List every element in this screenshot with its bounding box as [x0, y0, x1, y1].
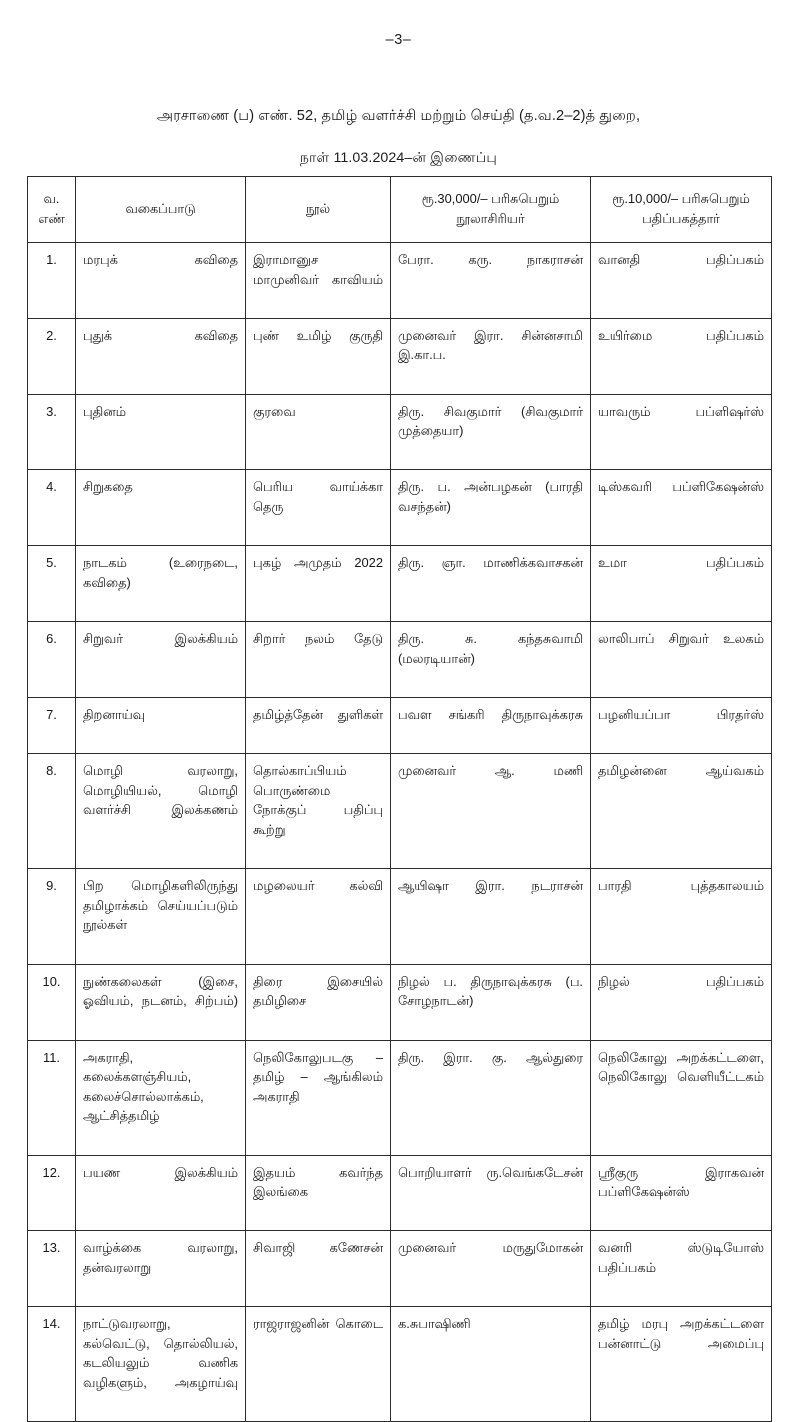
annexure-table-wrapper — [27, 176, 771, 1422]
cell-category — [76, 1155, 246, 1231]
cell-publisher — [591, 1307, 772, 1422]
cell-book — [246, 243, 391, 319]
cell-book-text: பெரிய வாய்க்கா தெரு — [253, 479, 383, 515]
cell-publisher — [591, 394, 772, 470]
table-header-row — [28, 177, 772, 243]
cell-category-text: திறனாய்வு — [83, 706, 145, 722]
cell-book — [246, 964, 391, 1040]
annexure-table-body — [28, 243, 772, 1422]
cell-author — [391, 546, 591, 622]
cell-author-text: க.சுபாஷிணி — [398, 1316, 471, 1332]
table-row — [28, 243, 772, 319]
cell-book — [246, 697, 391, 753]
header-category: வகைப்பாடு — [76, 177, 246, 243]
cell-author — [391, 1155, 591, 1231]
cell-book-text: சிறார் நலம் தேடு — [253, 631, 383, 647]
cell-author-text: முனைவர் இரா. சின்னசாமி இ.கா.ப. — [398, 327, 583, 363]
page-number: –3– — [385, 32, 412, 48]
cell-publisher — [591, 546, 772, 622]
table-row — [28, 964, 772, 1040]
cell-author-text: ஆயிஷா இரா. நடராசன் — [398, 878, 583, 894]
cell-category — [76, 243, 246, 319]
table-row — [28, 470, 772, 546]
cell-book-text: தமிழ்த்தேன் துளிகள் — [253, 706, 383, 722]
header-serial-number — [28, 177, 76, 243]
cell-publisher-text: வனரி ஸ்டுடியோஸ் பதிப்பகம் — [598, 1240, 764, 1275]
order-date-line: நாள் 11.03.2024–ன் இணைப்பு — [299, 150, 498, 167]
cell-publisher — [591, 869, 772, 964]
cell-author-text: திரு. ப. அன்பழகன் (பாரதி வசந்தன்) — [398, 479, 583, 515]
cell-publisher-text: லாலிபாப் சிறுவர் உலகம் — [598, 631, 764, 647]
cell-serial-number: 5. — [28, 546, 76, 622]
header-publisher-prize — [591, 177, 772, 243]
cell-author-text: திரு. சு. கந்தசுவாமி (மலரடியான்) — [398, 631, 583, 666]
cell-book — [246, 869, 391, 964]
cell-book — [246, 546, 391, 622]
table-row — [28, 622, 772, 698]
table-row — [28, 869, 772, 964]
cell-category — [76, 622, 246, 698]
cell-author — [391, 1040, 591, 1155]
cell-author-text: பேரா. கரு. நாகராசன் — [398, 252, 583, 267]
cell-publisher-text: ஸ்ரீகுரு இராகவன் பப்ளிகேஷன்ஸ் — [598, 1164, 764, 1200]
header-book: நூல் — [246, 177, 391, 243]
cell-book — [246, 1155, 391, 1231]
table-row — [28, 1040, 772, 1155]
cell-category-text: பயண இலக்கியம் — [83, 1164, 238, 1180]
cell-book — [246, 394, 391, 470]
cell-book — [246, 1231, 391, 1307]
cell-book-text: புண் உமிழ் குருதி — [253, 327, 383, 343]
cell-serial-number: 1. — [28, 243, 76, 319]
cell-publisher-text: யாவரும் பப்ளிஷர்ஸ் — [598, 403, 764, 419]
cell-publisher-text: பழனியப்பா பிரதர்ஸ் — [598, 706, 764, 722]
cell-publisher — [591, 697, 772, 753]
cell-book — [246, 1307, 391, 1422]
cell-serial-number: 3. — [28, 394, 76, 470]
cell-category-text: புதுக் கவிதை — [83, 327, 238, 343]
cell-category-text: நாட்டுவரலாறு, கல்வெட்டு, தொல்லியல், கடலியலும் வணிக வழிகளும், அகழாய்வு — [83, 1316, 238, 1391]
cell-book-text: சிவாஜி கணேசன் — [253, 1240, 383, 1256]
cell-publisher-text: தமிழன்னை ஆய்வகம் — [598, 763, 764, 779]
cell-publisher — [591, 243, 772, 319]
cell-book-text: திரை இசையில் தமிழிசை — [253, 973, 383, 1009]
cell-category — [76, 869, 246, 964]
cell-serial-number: 14. — [28, 1307, 76, 1422]
cell-serial-number: 10. — [28, 964, 76, 1040]
cell-category-text: வாழ்க்கை வரலாறு, தன்வரலாறு — [83, 1240, 238, 1275]
cell-serial-number: 12. — [28, 1155, 76, 1231]
cell-serial-number: 11. — [28, 1040, 76, 1155]
cell-publisher-text: நெலிகோலு அறக்கட்டளை, நெலிகோலு வெளியீட்டகம் — [598, 1049, 764, 1085]
cell-book-text: இராமானுச மாமுனிவர் காவியம் — [253, 252, 383, 287]
cell-publisher — [591, 622, 772, 698]
cell-category — [76, 1040, 246, 1155]
cell-category-text: அகராதி, கலைக்களஞ்சியம், கலைச்சொல்லாக்கம், ஆட்சித்தமிழ் — [83, 1049, 204, 1124]
cell-author — [391, 1307, 591, 1422]
cell-publisher-text: உமா பதிப்பகம் — [598, 555, 764, 571]
cell-book — [246, 754, 391, 869]
cell-book-text: புகழ் அமுதம் 2022 — [253, 555, 383, 571]
cell-publisher — [591, 754, 772, 869]
cell-author — [391, 394, 591, 470]
cell-author — [391, 243, 591, 319]
cell-category-text: மரபுக் கவிதை — [83, 252, 238, 267]
cell-book — [246, 470, 391, 546]
cell-serial-number: 13. — [28, 1231, 76, 1307]
cell-publisher — [591, 1155, 772, 1231]
cell-book — [246, 1040, 391, 1155]
cell-author-text: முனைவர் மருதுமோகன் — [398, 1240, 583, 1256]
cell-publisher — [591, 318, 772, 394]
cell-author-text: திரு. இரா. கு. ஆல்துரை — [398, 1049, 583, 1065]
cell-category-text: நாடகம் (உரைநடை, கவிதை) — [83, 555, 238, 590]
cell-category-text: புதினம் — [83, 403, 127, 419]
cell-book-text: நெலிகோலுபடகு – தமிழ் – ஆங்கிலம் அகராதி — [253, 1049, 383, 1104]
cell-author-text: திரு. ஞா. மாணிக்கவாசகன் — [398, 555, 583, 571]
cell-category — [76, 470, 246, 546]
cell-serial-number: 9. — [28, 869, 76, 964]
government-order-line: அரசாணை (ப) எண். 52, தமிழ் வளர்ச்சி மற்றும் செய்தி (த.வ.2–2)த் துறை, — [156, 108, 641, 124]
table-row — [28, 1307, 772, 1422]
cell-book-text: குரவை — [253, 403, 296, 419]
cell-author — [391, 964, 591, 1040]
header-author-line2: நூலாசிரியர் — [456, 211, 525, 226]
cell-author — [391, 869, 591, 964]
cell-serial-number: 7. — [28, 697, 76, 753]
table-row — [28, 754, 772, 869]
cell-publisher — [591, 1231, 772, 1307]
cell-book-text: மழலையர் கல்வி — [253, 878, 383, 894]
cell-book-text: ராஜராஜனின் கொடை — [253, 1316, 383, 1332]
cell-publisher — [591, 470, 772, 546]
cell-publisher-text: நிழல் பதிப்பகம் — [598, 973, 764, 989]
cell-category — [76, 1231, 246, 1307]
cell-publisher — [591, 1040, 772, 1155]
cell-category-text: மொழி வரலாறு, மொழியியல், மொழி வளர்ச்சி இலக்கணம் — [83, 763, 238, 818]
header-publisher-line1: ரூ.10,000/– பரிசுபெறும் — [612, 191, 750, 207]
cell-category — [76, 1307, 246, 1422]
cell-category-text: சிறுகதை — [83, 479, 133, 495]
cell-serial-number: 2. — [28, 318, 76, 394]
cell-publisher-text: உயிர்மை பதிப்பகம் — [598, 327, 764, 343]
cell-publisher-text: டிஸ்கவரி பப்ளிகேஷன்ஸ் — [598, 479, 764, 495]
cell-author — [391, 318, 591, 394]
cell-serial-number: 4. — [28, 470, 76, 546]
header-author-line1: ரூ.30,000/– பரிசுபெறும் — [421, 191, 560, 207]
cell-book-text: தொல்காப்பியம் பொருண்மை நோக்குப் பதிப்பு கூற்று — [253, 763, 383, 838]
cell-author-text: பவள சங்கரி திருநாவுக்கரசு — [398, 706, 583, 722]
cell-publisher-text: வானதி பதிப்பகம் — [598, 252, 764, 267]
cell-author-text: பொறியாளர் ரு.வெங்கடேசன் — [398, 1164, 583, 1180]
header-serial-line1: வ. — [43, 191, 60, 207]
cell-category — [76, 546, 246, 622]
cell-book — [246, 622, 391, 698]
cell-category-text: பிற மொழிகளிலிருந்து தமிழாக்கம் செய்யப்படும் நூல்கள் — [83, 878, 238, 933]
header-author-prize — [391, 177, 591, 243]
header-serial-line2: எண் — [38, 211, 65, 226]
annexure-table — [27, 176, 772, 1422]
cell-serial-number: 6. — [28, 622, 76, 698]
cell-author — [391, 697, 591, 753]
cell-author-text: முனைவர் ஆ. மணி — [398, 763, 583, 779]
cell-category-text: சிறுவர் இலக்கியம் — [83, 631, 238, 647]
header-publisher-line2: பதிப்பகத்தார் — [642, 211, 720, 226]
cell-category — [76, 754, 246, 869]
table-row — [28, 546, 772, 622]
cell-book-text: இதயம் கவர்ந்த இலங்கை — [253, 1164, 383, 1200]
cell-author-text: திரு. சிவகுமார் (சிவகுமார் முத்தையா) — [398, 403, 583, 439]
cell-book — [246, 318, 391, 394]
document-heading — [0, 106, 797, 168]
table-row — [28, 318, 772, 394]
table-row — [28, 394, 772, 470]
cell-publisher — [591, 964, 772, 1040]
cell-category-text: நுண்கலைகள் (இசை, ஓவியம், நடனம், சிற்பம்) — [83, 973, 238, 1009]
cell-author — [391, 1231, 591, 1307]
table-row — [28, 697, 772, 753]
cell-author — [391, 754, 591, 869]
cell-publisher-text: தமிழ் மரபு அறக்கட்டளை பன்னாட்டு அமைப்பு — [598, 1316, 764, 1351]
table-row — [28, 1231, 772, 1307]
cell-category — [76, 318, 246, 394]
cell-author — [391, 470, 591, 546]
cell-publisher-text: பாரதி புத்தகாலயம் — [598, 878, 764, 894]
cell-category — [76, 697, 246, 753]
table-row — [28, 1155, 772, 1231]
cell-author — [391, 622, 591, 698]
cell-category — [76, 394, 246, 470]
cell-author-text: நிழல் ப. திருநாவுக்கரசு (ப. சோழநாடன்) — [398, 973, 583, 1009]
cell-category — [76, 964, 246, 1040]
cell-serial-number: 8. — [28, 754, 76, 869]
